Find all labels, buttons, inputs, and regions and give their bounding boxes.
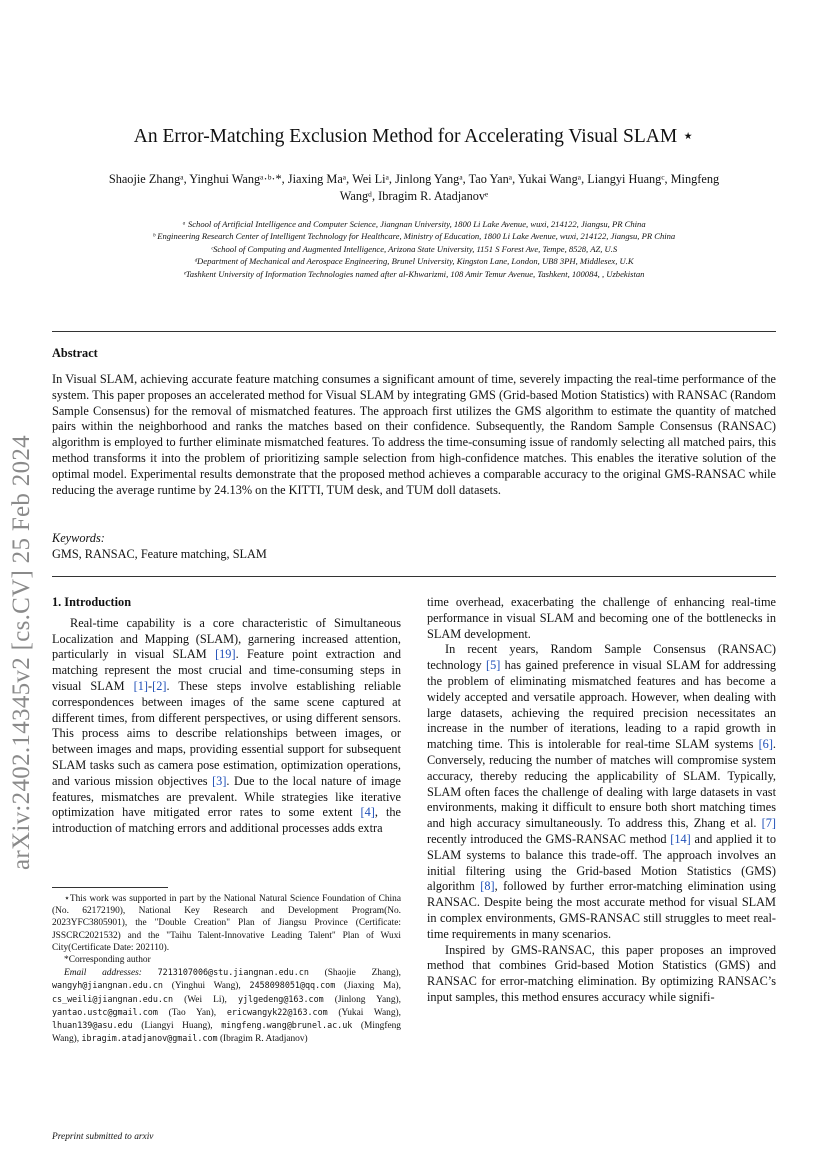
intro-paragraph-1 (52, 616, 401, 837)
text-run: - (147, 678, 153, 693)
citation-link[interactable]: [2] (152, 678, 167, 693)
citation-link[interactable]: [5] (485, 658, 501, 673)
authors-line-1: Shaojie Zhangᵃ, Yinghui Wangᵃ·ᵇ·*, Jiaxing Maᵃ, Wei Liᵃ, Jinlong Yangᵃ, Tao Yanᵃ, Yukai Wangᵃ, Liangyi Huangᶜ, Mingfeng (108, 172, 720, 186)
text-run: . Conversely, reducing the number of matches will compromise system accuracy, thereby reducing the applicability of SLAM. Typically, SLAM often faces the challenge of dealing with large datasets in vast environments, making it difficult to ensure both short matching times and high accuracy simultaneously. To address this, Zhang et al. (427, 737, 776, 831)
email-owner: (Ibragim R. Atadjanov) (217, 1034, 308, 1045)
affiliation-c: ᶜSchool of Computing and Augmented Intelligence, Arizona State University, 1151 S Forest Ave, Tempe, 8528, AZ, U.S (210, 243, 618, 254)
title-text: An Error-Matching Exclusion Method for Accelerating Visual SLAM (133, 126, 678, 147)
intro-paragraph-3: Inspired by GMS-RANSAC, this paper proposes an improved method that combines Grid-based Motion Statistics (GMS) and RANSAC for error-matching elimination. By optimizing RANSAC’s input samples, this method ensures accuracy while signifi- (427, 942, 776, 1004)
email-link[interactable]: yjlgedeng@163.com (237, 993, 324, 1004)
affiliation-e: ᵉTashkent University of Information Technologies named after al-Khwarizmi, 108 Amir Temur Avenue, Tashkent, 100084, , Uzbekistan (183, 268, 645, 279)
authors-line-2: Wangᵈ, Ibragim R. Atadjanovᵉ (339, 189, 489, 203)
email-owner: (Shaojie Zhang), (308, 968, 401, 979)
affiliation-a: ᵃ School of Artificial Intelligence and Computer Science, Jiangnan University, 1800 Li Lake Avenue, wuxi, 214122, Jiangsu, PR China (182, 219, 646, 229)
email-owner: (Mingfeng Wang), (52, 1021, 401, 1045)
text-run: , followed by further error-matching elimination using RANSAC. Despite being the most accurate method for visual SLAM in complex environments, GMS-RANSAC still struggles to meet real-time requirements in many scenarios. (427, 879, 776, 941)
citation-link[interactable]: [4] (360, 805, 375, 820)
funding-footnote: ⋆This work was supported in part by the National Natural Science Foundation of China (No. 62172190), National Key Research and Development Program(No. 2023YFC3805901), the "Double Creation" Plan of Jiangsu Province (Certificate: JSSCRC2021532) and the "Taihu Talent-Innovative Leading Talent" Plan of Wuxi City(Certificate Date: 202110). (52, 894, 401, 953)
right-column (427, 595, 776, 1006)
email-link[interactable]: 2458098051@qq.com (249, 980, 336, 991)
abstract-heading: Abstract (52, 346, 98, 360)
text-run: and applied it to SLAM systems to balance this trade-off. The approach involves an initial filtering using the Grid-based Motion Statistics (GMS) algorithm (427, 831, 776, 894)
footnotes (52, 893, 401, 1045)
footnote-divider (52, 887, 168, 888)
email-label: Email addresses: (64, 968, 142, 979)
citation-link[interactable]: [19] (215, 647, 236, 662)
citation-link[interactable]: [3] (212, 773, 227, 788)
bottom-divider (52, 576, 776, 577)
text-run: In recent years, Random Sample Consensus (RANSAC) technology (427, 642, 776, 673)
paper-title (52, 124, 776, 148)
text-run: , the introduction of matching errors and additional processes adds extra (52, 805, 401, 836)
citation-link[interactable]: [14] (670, 831, 691, 846)
title-footnote-mark: ⋆ (682, 126, 695, 147)
citation-link[interactable]: [8] (480, 879, 495, 894)
email-owner: (Jiaxing Ma), (335, 981, 401, 992)
left-column (52, 595, 401, 837)
text-run: . Due to the local nature of image features, mismatches are prevalent. While strategies like iterative optimization have mitigated error rates to some extent (52, 773, 401, 820)
text-run: . These steps involve establishing reliable correspondences between images of the same scene captured at different times, from different perspectives, or using different sensors. This process aims to describe relationships between images, or between images and maps, providing essential support for subsequent SLAM tasks such as camera pose estimation, optimization operations, and various mission objectives (52, 678, 401, 788)
email-link[interactable]: cs_weili@jiangnan.edu.cn (52, 993, 174, 1004)
citation-link[interactable]: [6] (758, 737, 773, 752)
citation-link[interactable]: [1] (133, 678, 148, 693)
email-owner: (Tao Yan), (157, 1007, 227, 1018)
email-link[interactable]: 7213107006@stu.jiangnan.edu.cn (157, 967, 309, 978)
author-list (52, 171, 776, 205)
top-divider (52, 331, 776, 332)
preprint-footer: Preprint submitted to arxiv (52, 1132, 154, 1142)
affiliation-b: ᵇ Engineering Research Center of Intelligent Technology for Healthcare, Ministry of Education, 1800 Li Lake Avenue, wuxi, 214122, Jiangsu, PR China (152, 231, 676, 242)
email-link[interactable]: lhuan139@asu.edu (52, 1020, 133, 1031)
citation-link[interactable]: [7] (761, 816, 776, 831)
email-addresses (52, 966, 401, 1045)
email-link[interactable]: wangyh@jiangnan.edu.cn (52, 980, 163, 991)
section-heading-introduction: 1. Introduction (52, 595, 132, 609)
email-owner: (Wei Li), (173, 994, 238, 1005)
keywords-heading: Keywords: (52, 531, 105, 545)
email-owner: (Jinlong Yang), (323, 994, 401, 1005)
keywords-text: GMS, RANSAC, Feature matching, SLAM (52, 547, 267, 561)
text-run: Real-time capability is a core characteristic of Simultaneous Localization and Mapping (SLAM), garnering increased attention, particularly in visual SLAM (52, 615, 401, 662)
intro-paragraph-continued: time overhead, exacerbating the challenge of enhancing real-time performance in visual SLAM and becoming one of the bottlenecks in SLAM development. (427, 595, 776, 641)
email-owner: (Liangyi Huang), (132, 1021, 222, 1032)
text-run: . Feature point extraction and matching represent the most crucial and time-consuming steps in visual SLAM (52, 647, 401, 693)
email-link[interactable]: ericwangyk22@163.com (226, 1006, 328, 1017)
abstract-text: In Visual SLAM, achieving accurate feature matching consumes a significant amount of time, severely impacting the real-time performance of the system. This paper proposes an accelerated method for Visual SLAM by integrating GMS (Grid-based Motion Statistics) with RANSAC (Random Sample Consensus) for the removal of mismatched features. The approach first utilizes the GMS algorithm to estimate the quantity of matched pairs within the neighborhood and ranks the matches based on their confidence. Subsequently, the Random Sample Consensus (RANSAC) algorithm is employed to further eliminate mismatched features. To address the time-consuming issue of randomly selecting all matched pairs, this method transforms it into the problem of prioritizing sample selection from high-confidence matches. This enables the iterative solution of the optimal model. Experimental results demonstrate that the proposed method achieves a comparable accuracy to the original GMS-RANSAC while reducing the average runtime by 24.13% on the KITTI, TUM desk, and TUM doll datasets. (52, 372, 776, 497)
text-run: recently introduced the GMS-RANSAC method (427, 831, 671, 846)
corresponding-author-note: *Corresponding author (64, 955, 151, 966)
text-run: has gained preference in visual SLAM for addressing the problem of eliminating mismatched features and has become a widely accepted and versatile approach. However, when dealing with large datasets, achieving the required precision necessitates an increase in the number of iterations, leading to a rapid growth in matching time. This is intolerable for real-time SLAM systems (427, 658, 776, 752)
affiliations (40, 218, 788, 280)
intro-paragraph-2 (427, 642, 776, 942)
email-link[interactable]: mingfeng.wang@brunel.ac.uk (221, 1020, 353, 1031)
email-link[interactable]: yantao.ustc@gmail.com (52, 1006, 158, 1017)
email-owner: (Yukai Wang), (327, 1007, 402, 1018)
email-owner: (Yinghui Wang), (162, 981, 250, 992)
affiliation-d: ᵈDepartment of Mechanical and Aerospace Engineering, Brunel University, Kingston Lane, London, UB8 3PH, Middlesex, U.K (194, 256, 634, 267)
email-link[interactable]: ibragim.atadjanov@gmail.com (81, 1033, 218, 1044)
